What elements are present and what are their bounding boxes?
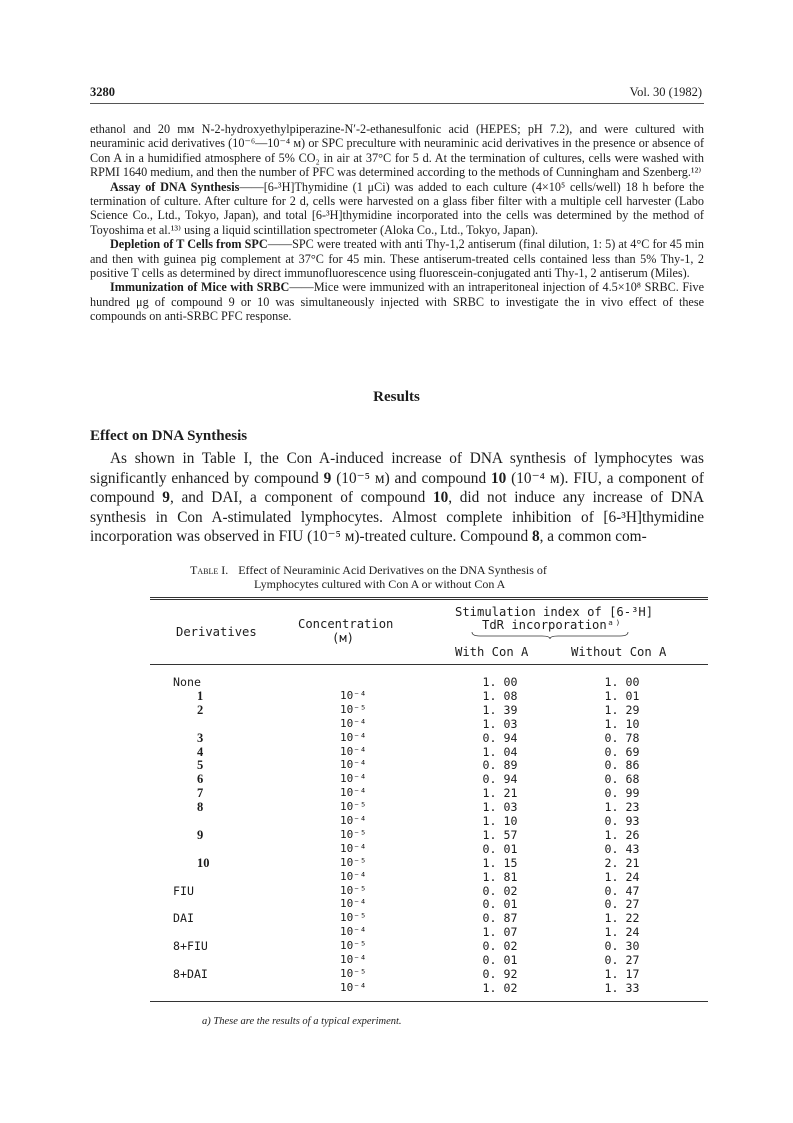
dna-assay-title: Assay of DNA Synthesis [110, 179, 240, 194]
cell-with-con-a: 1. 03 [482, 716, 518, 731]
cell-with-con-a: 1. 81 [482, 869, 518, 884]
cell-without-con-a: 1. 29 [604, 702, 640, 717]
results-paragraph [90, 449, 704, 547]
table-caption-line2: Lymphocytes cultured with Con A or without Con A [254, 577, 506, 591]
table-row [150, 898, 708, 910]
table-footnote: a) These are the results of a typical experiment. [202, 1016, 402, 1027]
cell-with-con-a: 1. 21 [482, 786, 518, 801]
cell-without-con-a: 1. 24 [604, 925, 640, 940]
cell-with-con-a: 0. 02 [482, 883, 518, 898]
cell-without-con-a: 0. 27 [604, 953, 640, 967]
results-text: , a common com- [539, 528, 647, 546]
table-row [150, 857, 708, 869]
table-row [150, 676, 708, 688]
cell-without-con-a: 0. 47 [604, 883, 640, 898]
cell-with-con-a: 1. 02 [482, 980, 518, 995]
col-header-concentration-unit: (м) [332, 631, 355, 645]
cell-derivative: DAI [173, 911, 194, 926]
cell-without-con-a: 0. 68 [604, 772, 640, 787]
cell-concentration: 10⁻⁴ [340, 758, 367, 772]
cell-without-con-a: 1. 10 [604, 716, 640, 731]
col-header-stimulation-line2: TdR incorporationᵃ⁾ [482, 618, 622, 632]
cell-concentration: 10⁻⁴ [340, 730, 367, 744]
section-subheading: Effect on DNA Synthesis [90, 428, 248, 444]
cell-concentration: 10⁻⁵ [340, 855, 367, 869]
volume-info: Vol. 30 (1982) [629, 85, 702, 99]
compound-ref: 9 [162, 489, 170, 507]
cell-concentration: 10⁻⁵ [340, 827, 367, 841]
table-row [150, 829, 708, 841]
cell-without-con-a: 1. 24 [604, 869, 640, 884]
cell-without-con-a: 0. 43 [604, 841, 640, 856]
cell-with-con-a: 1. 00 [482, 675, 518, 689]
table-row [150, 718, 708, 730]
cell-concentration: 10⁻⁴ [340, 772, 367, 786]
cell-without-con-a: 1. 17 [604, 966, 640, 981]
table-row [150, 871, 708, 883]
table-caption [190, 563, 630, 591]
cell-without-con-a: 1. 22 [604, 911, 640, 926]
t-cell-depletion-text: ——SPC were treated with anti Thy-1,2 antiserum (final dilution, 1: 5) at 4°C for 45 min and then with guinea pig complement at 37°C for 45 min. These antiserum-treated cells contained less than 5% Thy-1, 2 positive T cells as determined by direct immunofluorescence using fluorescein-conjugated anti Thy-1, 2 antiserum (Miles). [90, 237, 705, 281]
table-header-rule [150, 664, 708, 665]
cell-derivative: FIU [173, 883, 194, 898]
cell-without-con-a: 1. 23 [604, 800, 640, 815]
table-row [150, 954, 708, 966]
cell-without-con-a: 1. 00 [604, 675, 640, 689]
results-text: , did not induce any increase of DNA synthesis in Con A-stimulated lymphocytes. Almost complete inhibition of [6-³H]thymidine incorporation was observed in FIU (10⁻⁵ м)-treated culture. Compound [90, 489, 704, 546]
cell-without-con-a: 1. 01 [604, 688, 640, 703]
table-label: Table I. [190, 563, 229, 577]
cell-with-con-a: 1. 08 [482, 688, 518, 703]
cell-concentration: 10⁻⁵ [340, 800, 367, 814]
table-row [150, 787, 708, 799]
cell-derivative: 3 [197, 730, 204, 745]
cell-with-con-a: 0. 92 [482, 966, 518, 981]
table-row [150, 746, 708, 758]
table-top-rule-double [150, 599, 708, 600]
table-row [150, 982, 708, 994]
cell-concentration: 10⁻⁴ [340, 869, 367, 883]
cell-without-con-a: 0. 78 [604, 730, 640, 745]
cell-without-con-a: 1. 33 [604, 980, 640, 995]
dna-assay-text: ——[6-³H]Thymidine (1 μCi) was added to each culture (4×10⁵ cells/well) 18 h before the termination of culture. After culture for 2 d, cells were harvested on a glass fiber filter with a multiple cell harvester (Labo Science Co., Ltd., Tokyo, Japan), and total [6-³H]thymidine incorporated into the cells was determined by the method of Toyoshima et al.¹³⁾ using a liquid scintillation spectrometer (Aloka Co., Ltd., Tokyo, Japan). [90, 179, 704, 237]
table-row [150, 885, 708, 897]
cell-with-con-a: 0. 94 [482, 730, 518, 745]
cell-without-con-a: 0. 30 [604, 939, 640, 954]
table-row [150, 759, 708, 771]
col-header-concentration: Concentration [298, 617, 394, 631]
cell-concentration: 10⁻⁴ [340, 716, 367, 730]
cell-concentration: 10⁻⁴ [340, 786, 367, 800]
cell-without-con-a: 0. 93 [604, 814, 640, 828]
t-cell-depletion-title: Depletion of T Cells from SPC [110, 237, 268, 252]
immunization-title: Immunization of Mice with SRBC [110, 280, 290, 295]
cell-with-con-a: 1. 03 [482, 800, 518, 815]
cell-with-con-a: 1. 04 [482, 744, 518, 759]
cell-with-con-a: 1. 15 [482, 855, 518, 870]
table-row [150, 926, 708, 938]
compound-ref: 8 [531, 528, 540, 546]
table-row [150, 843, 708, 855]
header-rule [90, 103, 704, 104]
cell-with-con-a: 0. 01 [482, 841, 518, 856]
table-row [150, 912, 708, 924]
cell-concentration: 10⁻⁴ [340, 744, 367, 758]
cell-concentration: 10⁻⁵ [340, 939, 367, 953]
results-heading: Results [373, 389, 420, 405]
cell-concentration: 10⁻⁵ [340, 883, 367, 897]
cell-derivative: 5 [197, 758, 204, 773]
compound-ref: 9 [323, 469, 332, 487]
table-row [150, 773, 708, 785]
cell-with-con-a: 1. 10 [482, 814, 518, 828]
table-row [150, 815, 708, 827]
col-header-without-con-a: Without Con A [571, 645, 667, 659]
table-row [150, 732, 708, 744]
methods-section [90, 122, 704, 324]
table-caption-line1: Effect of Neuraminic Acid Derivatives on the DNA Synthesis of [238, 563, 547, 577]
t-cell-depletion-paragraph [90, 237, 704, 280]
compound-ref: 10 [491, 469, 507, 487]
cell-derivative: 1 [197, 688, 204, 703]
cell-with-con-a: 0. 94 [482, 772, 518, 787]
cell-derivative: 8+FIU [173, 939, 208, 954]
table-row [150, 968, 708, 980]
cell-concentration: 10⁻⁴ [340, 688, 367, 702]
results-text: As shown in Table I, the Con A-induced increase of DNA synthesis of lymphocytes was significantly enhanced by compound [90, 450, 704, 487]
table-top-rule [150, 597, 708, 598]
cell-derivative: 2 [197, 702, 204, 717]
methods-paragraph: ethanol and 20 mм N-2-hydroxyethylpiperazine-N′-2-ethanesulfonic acid (HEPES; pH 7.2), and were cultured with neuraminic acid derivatives (10⁻⁶—10⁻⁴ м) or SPC preculture with neuraminic acid derivatives in the presence or absence of Con A in a humidified atmosphere of 5% CO₂ in air at 37°C for 5 d. At the termination of cultures, cells were washed with RPMI 1640 medium, and then the number of PFC was determined according to the methods of Cunningham and Szenberg.¹²⁾ [90, 122, 704, 180]
dna-assay-paragraph [90, 180, 704, 238]
cell-derivative: None [173, 675, 201, 689]
compound-ref: 10 [432, 489, 449, 507]
table-row [150, 704, 708, 716]
results-text: , and DAI, a component of compound [169, 489, 433, 507]
cell-with-con-a: 1. 07 [482, 925, 518, 940]
cell-derivative: 10 [197, 855, 210, 870]
cell-with-con-a: 0. 02 [482, 939, 518, 954]
cell-without-con-a: 0. 27 [604, 897, 640, 912]
cell-concentration: 10⁻⁵ [340, 702, 367, 716]
cell-with-con-a: 0. 01 [482, 897, 518, 912]
cell-concentration: 10⁻⁴ [340, 925, 367, 939]
page-number: 3280 [90, 85, 115, 99]
table-row [150, 690, 708, 702]
table-bottom-rule [150, 1001, 708, 1002]
cell-without-con-a: 0. 99 [604, 786, 640, 801]
cell-concentration: 10⁻⁴ [340, 897, 367, 911]
cell-without-con-a: 0. 69 [604, 744, 640, 759]
col-header-with-con-a: With Con A [455, 645, 529, 659]
col-header-stimulation: Stimulation index of [6-³H] [455, 605, 654, 619]
cell-concentration: 10⁻⁵ [340, 911, 367, 925]
immunization-paragraph [90, 280, 704, 323]
cell-with-con-a: 0. 01 [482, 953, 518, 967]
cell-without-con-a: 1. 26 [604, 827, 640, 842]
cell-concentration: 10⁻⁵ [340, 966, 367, 980]
cell-concentration: 10⁻⁴ [340, 841, 367, 855]
cell-derivative: 8+DAI [173, 966, 208, 981]
table-row [150, 940, 708, 952]
cell-with-con-a: 0. 87 [482, 911, 518, 926]
column-group-brace [470, 631, 630, 639]
cell-with-con-a: 0. 89 [482, 758, 518, 773]
cell-concentration: 10⁻⁴ [340, 953, 367, 966]
cell-derivative: 9 [197, 827, 204, 842]
cell-derivative: 8 [197, 800, 204, 815]
results-text: (10⁻⁴ м). FIU, a component of compound [90, 469, 704, 507]
cell-derivative: 6 [197, 772, 204, 787]
running-header [90, 85, 704, 101]
results-text: (10⁻⁵ м) and compound [331, 469, 491, 487]
cell-concentration: 10⁻⁴ [340, 980, 367, 994]
cell-without-con-a: 0. 86 [604, 758, 640, 773]
cell-with-con-a: 1. 57 [482, 827, 518, 842]
cell-concentration: 10⁻⁴ [340, 814, 367, 827]
cell-derivative: 7 [197, 786, 204, 801]
immunization-text: ——Mice were immunized with an intraperitoneal injection of 4.5×10⁸ SRBC. Five hundred μg of compound 9 or 10 was simultaneously injected with SRBC to investigate the in vivo effect of these compounds on anti-SRBC PFC response. [90, 280, 704, 324]
cell-with-con-a: 1. 39 [482, 702, 518, 717]
cell-derivative: 4 [197, 744, 204, 759]
table-row [150, 801, 708, 813]
cell-without-con-a: 2. 21 [604, 855, 640, 870]
col-header-derivatives: Derivatives [176, 625, 257, 639]
